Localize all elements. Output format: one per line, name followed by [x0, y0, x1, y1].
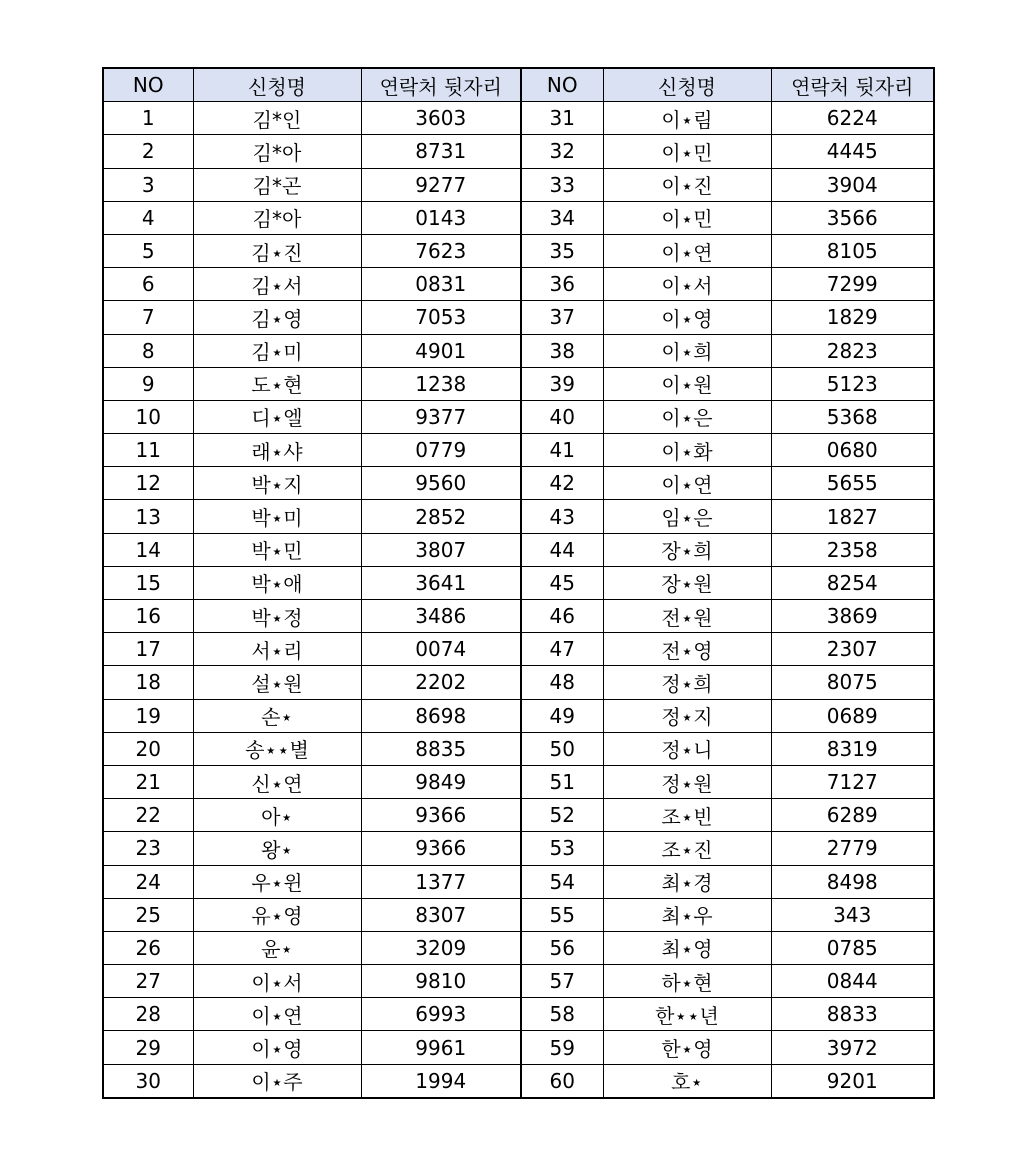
cell-name: 조⋆진	[603, 832, 771, 865]
cell-phone: 2852	[361, 500, 521, 533]
cell-no: 27	[103, 965, 193, 998]
cell-name: 장⋆희	[603, 533, 771, 566]
cell-phone: 0074	[361, 633, 521, 666]
cell-no: 47	[521, 633, 603, 666]
cell-phone: 9849	[361, 765, 521, 798]
applicant-list-sheet	[102, 67, 933, 1099]
table-row	[103, 135, 934, 168]
cell-no: 29	[103, 1031, 193, 1064]
cell-phone: 0680	[771, 434, 934, 467]
cell-no: 18	[103, 666, 193, 699]
cell-phone: 4445	[771, 135, 934, 168]
cell-phone: 9377	[361, 400, 521, 433]
header-no-right: NO	[521, 68, 603, 102]
cell-phone: 8319	[771, 732, 934, 765]
cell-name: 이⋆민	[603, 201, 771, 234]
cell-name: 왕⋆	[193, 832, 361, 865]
cell-no: 9	[103, 367, 193, 400]
cell-name: 김⋆서	[193, 268, 361, 301]
cell-no: 48	[521, 666, 603, 699]
cell-name: 임⋆은	[603, 500, 771, 533]
cell-phone: 0785	[771, 931, 934, 964]
cell-name: 정⋆니	[603, 732, 771, 765]
table-row	[103, 1064, 934, 1098]
cell-name: 이⋆진	[603, 168, 771, 201]
cell-no: 1	[103, 102, 193, 135]
cell-no: 31	[521, 102, 603, 135]
cell-name: 김⋆영	[193, 301, 361, 334]
cell-no: 4	[103, 201, 193, 234]
table-row	[103, 434, 934, 467]
header-name-left: 신청명	[193, 68, 361, 102]
cell-name: 설⋆원	[193, 666, 361, 699]
cell-phone: 1238	[361, 367, 521, 400]
cell-no: 20	[103, 732, 193, 765]
cell-name: 호⋆	[603, 1064, 771, 1098]
cell-no: 24	[103, 865, 193, 898]
cell-no: 60	[521, 1064, 603, 1098]
cell-no: 19	[103, 699, 193, 732]
cell-name: 김*아	[193, 201, 361, 234]
cell-phone: 7053	[361, 301, 521, 334]
cell-phone: 3641	[361, 566, 521, 599]
cell-phone: 2779	[771, 832, 934, 865]
cell-phone: 9366	[361, 832, 521, 865]
cell-name: 최⋆우	[603, 898, 771, 931]
table-row	[103, 168, 934, 201]
cell-name: 이⋆영	[193, 1031, 361, 1064]
cell-phone: 1994	[361, 1064, 521, 1098]
table-row	[103, 633, 934, 666]
cell-phone: 6993	[361, 998, 521, 1031]
cell-phone: 5368	[771, 400, 934, 433]
cell-name: 김*인	[193, 102, 361, 135]
cell-no: 34	[521, 201, 603, 234]
cell-no: 53	[521, 832, 603, 865]
cell-no: 55	[521, 898, 603, 931]
cell-name: 박⋆민	[193, 533, 361, 566]
cell-name: 장⋆원	[603, 566, 771, 599]
cell-no: 45	[521, 566, 603, 599]
cell-phone: 4901	[361, 334, 521, 367]
cell-name: 아⋆	[193, 799, 361, 832]
table-row	[103, 600, 934, 633]
cell-name: 우⋆윈	[193, 865, 361, 898]
cell-phone: 3869	[771, 600, 934, 633]
cell-name: 이⋆화	[603, 434, 771, 467]
header-phone-left: 연락처 뒷자리	[361, 68, 521, 102]
table-row	[103, 234, 934, 267]
cell-name: 하⋆현	[603, 965, 771, 998]
cell-phone: 3603	[361, 102, 521, 135]
cell-name: 이⋆연	[603, 467, 771, 500]
cell-name: 김⋆미	[193, 334, 361, 367]
cell-no: 57	[521, 965, 603, 998]
cell-name: 박⋆미	[193, 500, 361, 533]
table-row	[103, 201, 934, 234]
cell-phone: 2307	[771, 633, 934, 666]
cell-no: 37	[521, 301, 603, 334]
table-row	[103, 732, 934, 765]
cell-phone: 9810	[361, 965, 521, 998]
cell-name: 정⋆지	[603, 699, 771, 732]
cell-name: 이⋆영	[603, 301, 771, 334]
cell-phone: 3566	[771, 201, 934, 234]
cell-no: 36	[521, 268, 603, 301]
cell-phone: 0831	[361, 268, 521, 301]
cell-name: 박⋆애	[193, 566, 361, 599]
cell-no: 23	[103, 832, 193, 865]
cell-no: 50	[521, 732, 603, 765]
table-row	[103, 965, 934, 998]
cell-name: 한⋆⋆년	[603, 998, 771, 1031]
cell-name: 도⋆현	[193, 367, 361, 400]
cell-phone: 8835	[361, 732, 521, 765]
cell-phone: 9961	[361, 1031, 521, 1064]
cell-no: 49	[521, 699, 603, 732]
cell-no: 28	[103, 998, 193, 1031]
header-phone-right: 연락처 뒷자리	[771, 68, 934, 102]
cell-name: 서⋆리	[193, 633, 361, 666]
cell-name: 이⋆연	[193, 998, 361, 1031]
cell-no: 6	[103, 268, 193, 301]
cell-name: 디⋆엘	[193, 400, 361, 433]
cell-no: 46	[521, 600, 603, 633]
cell-phone: 0689	[771, 699, 934, 732]
cell-no: 21	[103, 765, 193, 798]
cell-no: 25	[103, 898, 193, 931]
cell-name: 래⋆샤	[193, 434, 361, 467]
table-row	[103, 566, 934, 599]
cell-name: 이⋆원	[603, 367, 771, 400]
table-row	[103, 832, 934, 865]
cell-no: 2	[103, 135, 193, 168]
cell-no: 10	[103, 400, 193, 433]
cell-phone: 2358	[771, 533, 934, 566]
cell-no: 13	[103, 500, 193, 533]
cell-no: 3	[103, 168, 193, 201]
cell-phone: 3486	[361, 600, 521, 633]
cell-phone: 8833	[771, 998, 934, 1031]
table-row	[103, 533, 934, 566]
cell-name: 박⋆정	[193, 600, 361, 633]
cell-no: 15	[103, 566, 193, 599]
cell-name: 한⋆영	[603, 1031, 771, 1064]
cell-no: 12	[103, 467, 193, 500]
cell-no: 14	[103, 533, 193, 566]
cell-phone: 8698	[361, 699, 521, 732]
cell-no: 32	[521, 135, 603, 168]
table-row	[103, 268, 934, 301]
cell-no: 7	[103, 301, 193, 334]
cell-no: 56	[521, 931, 603, 964]
cell-no: 5	[103, 234, 193, 267]
cell-phone: 3904	[771, 168, 934, 201]
table-row	[103, 301, 934, 334]
cell-no: 30	[103, 1064, 193, 1098]
cell-no: 38	[521, 334, 603, 367]
cell-phone: 9277	[361, 168, 521, 201]
cell-name: 이⋆주	[193, 1064, 361, 1098]
cell-phone: 2823	[771, 334, 934, 367]
cell-name: 이⋆서	[193, 965, 361, 998]
cell-phone: 7127	[771, 765, 934, 798]
cell-name: 전⋆원	[603, 600, 771, 633]
cell-phone: 8307	[361, 898, 521, 931]
cell-name: 박⋆지	[193, 467, 361, 500]
cell-no: 40	[521, 400, 603, 433]
cell-phone: 8075	[771, 666, 934, 699]
table-row	[103, 400, 934, 433]
cell-no: 17	[103, 633, 193, 666]
cell-name: 송⋆⋆별	[193, 732, 361, 765]
cell-no: 51	[521, 765, 603, 798]
cell-name: 정⋆희	[603, 666, 771, 699]
cell-name: 이⋆연	[603, 234, 771, 267]
cell-phone: 5123	[771, 367, 934, 400]
cell-phone: 7623	[361, 234, 521, 267]
cell-phone: 7299	[771, 268, 934, 301]
cell-phone: 0844	[771, 965, 934, 998]
cell-no: 39	[521, 367, 603, 400]
cell-no: 22	[103, 799, 193, 832]
cell-name: 김*곤	[193, 168, 361, 201]
cell-name: 전⋆영	[603, 633, 771, 666]
cell-no: 8	[103, 334, 193, 367]
table-body	[103, 102, 934, 1098]
cell-phone: 3807	[361, 533, 521, 566]
cell-phone: 9366	[361, 799, 521, 832]
cell-phone: 6224	[771, 102, 934, 135]
table-row	[103, 998, 934, 1031]
cell-name: 이⋆희	[603, 334, 771, 367]
cell-phone: 1377	[361, 865, 521, 898]
header-row	[103, 68, 934, 102]
cell-name: 이⋆림	[603, 102, 771, 135]
cell-phone: 1827	[771, 500, 934, 533]
cell-name: 이⋆은	[603, 400, 771, 433]
table-row	[103, 500, 934, 533]
cell-phone: 2202	[361, 666, 521, 699]
cell-name: 최⋆영	[603, 931, 771, 964]
cell-name: 조⋆빈	[603, 799, 771, 832]
cell-phone: 343	[771, 898, 934, 931]
cell-phone: 0143	[361, 201, 521, 234]
cell-name: 김⋆진	[193, 234, 361, 267]
cell-phone: 1829	[771, 301, 934, 334]
cell-name: 손⋆	[193, 699, 361, 732]
table-row	[103, 699, 934, 732]
table-row	[103, 865, 934, 898]
cell-no: 58	[521, 998, 603, 1031]
table-row	[103, 1031, 934, 1064]
cell-phone: 8105	[771, 234, 934, 267]
header-no-left: NO	[103, 68, 193, 102]
cell-no: 54	[521, 865, 603, 898]
cell-phone: 3972	[771, 1031, 934, 1064]
table-row	[103, 334, 934, 367]
cell-no: 42	[521, 467, 603, 500]
cell-no: 16	[103, 600, 193, 633]
cell-name: 김*아	[193, 135, 361, 168]
cell-phone: 5655	[771, 467, 934, 500]
cell-phone: 8731	[361, 135, 521, 168]
cell-phone: 3209	[361, 931, 521, 964]
cell-no: 52	[521, 799, 603, 832]
cell-name: 정⋆원	[603, 765, 771, 798]
cell-phone: 8498	[771, 865, 934, 898]
applicant-table	[102, 67, 935, 1099]
table-row	[103, 931, 934, 964]
cell-name: 신⋆연	[193, 765, 361, 798]
cell-phone: 8254	[771, 566, 934, 599]
cell-name: 최⋆경	[603, 865, 771, 898]
cell-no: 44	[521, 533, 603, 566]
cell-name: 유⋆영	[193, 898, 361, 931]
cell-phone: 9560	[361, 467, 521, 500]
cell-phone: 6289	[771, 799, 934, 832]
cell-no: 59	[521, 1031, 603, 1064]
table-row	[103, 765, 934, 798]
cell-no: 43	[521, 500, 603, 533]
cell-name: 윤⋆	[193, 931, 361, 964]
cell-phone: 9201	[771, 1064, 934, 1098]
table-row	[103, 898, 934, 931]
cell-no: 35	[521, 234, 603, 267]
cell-name: 이⋆서	[603, 268, 771, 301]
cell-no: 33	[521, 168, 603, 201]
table-row	[103, 799, 934, 832]
cell-no: 41	[521, 434, 603, 467]
table-row	[103, 102, 934, 135]
cell-no: 11	[103, 434, 193, 467]
header-name-right: 신청명	[603, 68, 771, 102]
cell-name: 이⋆민	[603, 135, 771, 168]
table-row	[103, 666, 934, 699]
cell-no: 26	[103, 931, 193, 964]
cell-phone: 0779	[361, 434, 521, 467]
table-row	[103, 367, 934, 400]
table-row	[103, 467, 934, 500]
